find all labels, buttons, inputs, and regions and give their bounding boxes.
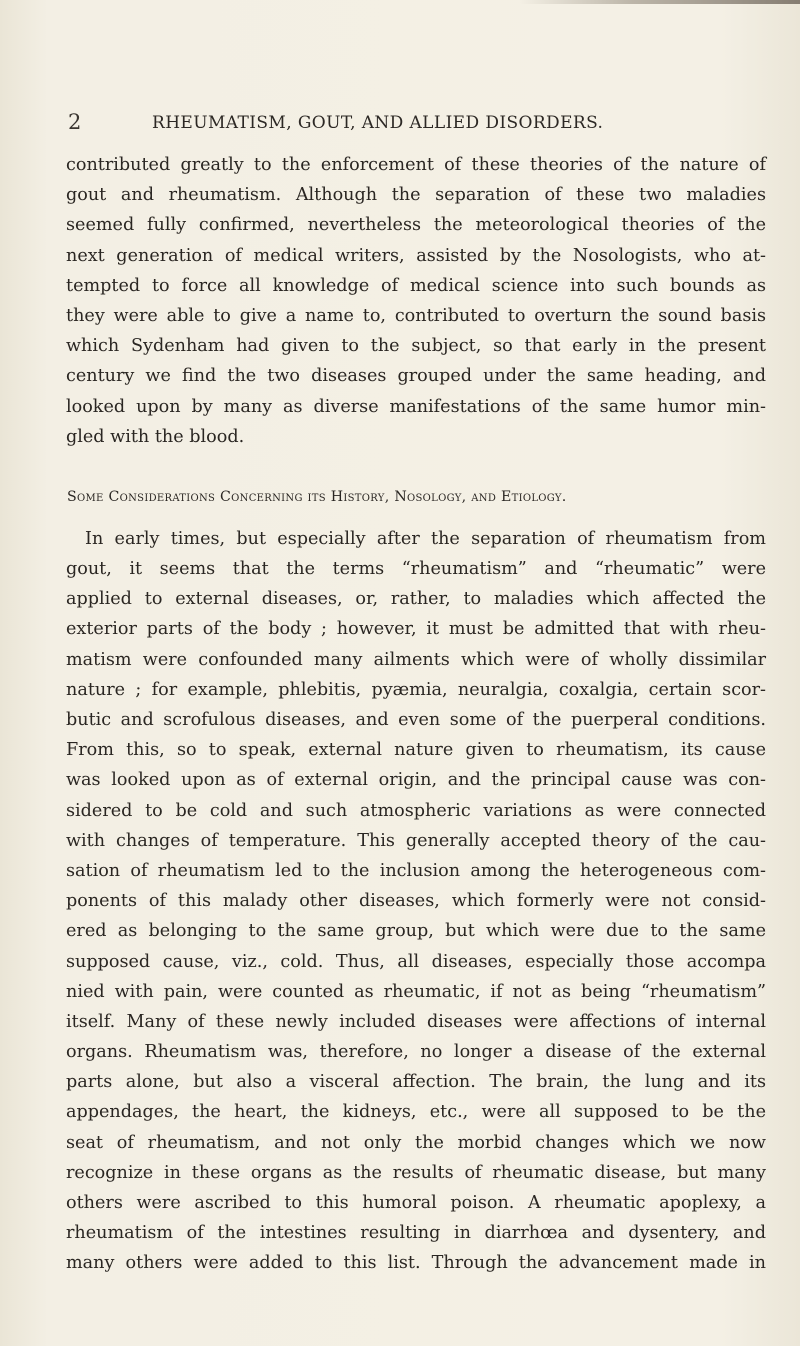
text-line: ponents of this malady other diseases, which formerly were not consid- xyxy=(66,891,766,912)
text-line: applied to external diseases, or, rather, to maladies which affected the xyxy=(66,589,766,610)
text-line: contributed greatly to the enforcement of these theories of the nature of xyxy=(66,155,766,175)
page-edge-shadow xyxy=(520,0,800,4)
text-line: they were able to give a name to, contributed to overturn the sound basis xyxy=(66,305,766,326)
text-line: exterior parts of the body ; however, it must be admitted that with rheu- xyxy=(66,619,766,640)
text-line: sidered to be cold and such atmospheric variations as were connected xyxy=(66,800,766,821)
text-line: recognize in these organs as the results of rheumatic disease, but many xyxy=(66,1162,766,1183)
text-line: gout and rheumatism. Although the separation of these two maladies xyxy=(66,185,766,206)
text-line: gout, it seems that the terms “rheumatism” and “rheumatic” were xyxy=(66,559,766,580)
text-line: matism were confounded many ailments which were of wholly dissimilar xyxy=(66,649,766,670)
text-line: many others were added to this list. Through the advancement made in xyxy=(66,1253,766,1274)
text-line: rheumatism of the intestines resulting in diarrhœa and dysentery, and xyxy=(66,1223,766,1244)
text-line: with changes of temperature. This generally accepted theory of the cau- xyxy=(66,830,766,851)
text-line: gled with the blood. xyxy=(66,426,245,447)
text-line: supposed cause, viz., cold. Thus, all diseases, especially those accompa xyxy=(66,951,766,972)
text-line: itself. Many of these newly included diseases were affections of internal xyxy=(66,1011,766,1032)
page-number: 2 xyxy=(68,110,82,134)
text-line: nature ; for example, phlebitis, pyæmia, neuralgia, coxalgia, certain scor- xyxy=(66,679,766,700)
text-line: seat of rheumatism, and not only the morbid changes which we now xyxy=(66,1132,766,1153)
text-line: others were ascribed to this humoral poison. A rheumatic apoplexy, a xyxy=(66,1193,766,1213)
text-line: century we find the two diseases grouped under the same heading, and xyxy=(66,366,766,387)
text-line: looked upon by many as diverse manifestations of the same humor min- xyxy=(66,396,766,417)
body-text xyxy=(66,150,766,1279)
paragraph-2 xyxy=(66,524,766,1279)
text-line: sation of rheumatism led to the inclusion among the heterogeneous com- xyxy=(66,860,766,881)
text-line: ered as belonging to the same group, but which were due to the same xyxy=(66,921,766,942)
text-line: next generation of medical writers, assisted by the Nosologists, who at- xyxy=(66,245,766,266)
text-line: organs. Rheumatism was, therefore, no longer a disease of the external xyxy=(66,1042,766,1063)
text-line: butic and scrofulous diseases, and even some of the puerperal conditions. xyxy=(66,710,766,730)
running-head-title: RHEUMATISM, GOUT, AND ALLIED DISORDERS. xyxy=(152,113,604,133)
text-line: nied with pain, were counted as rheumatic, if not as being “rheumatism” xyxy=(66,981,766,1002)
running-head xyxy=(68,112,768,138)
text-line: seemed fully confirmed, nevertheless the meteorological theories of the xyxy=(66,215,766,236)
text-line: From this, so to speak, external nature given to rheumatism, its cause xyxy=(66,740,766,761)
text-line: parts alone, but also a visceral affection. The brain, the lung and its xyxy=(66,1072,766,1093)
section-heading: Some Considerations Concerning its History, Nosology, and Etiology. xyxy=(67,488,567,505)
text-line: which Sydenham had given to the subject, so that early in the present xyxy=(66,336,766,357)
paragraph-1 xyxy=(66,150,766,452)
text-line: appendages, the heart, the kidneys, etc., were all supposed to be the xyxy=(66,1102,766,1123)
text-line: tempted to force all knowledge of medical science into such bounds as xyxy=(66,275,766,296)
text-line: was looked upon as of external origin, and the principal cause was con- xyxy=(66,770,766,791)
text-line: In early times, but especially after the separation of rheumatism from xyxy=(85,528,766,549)
